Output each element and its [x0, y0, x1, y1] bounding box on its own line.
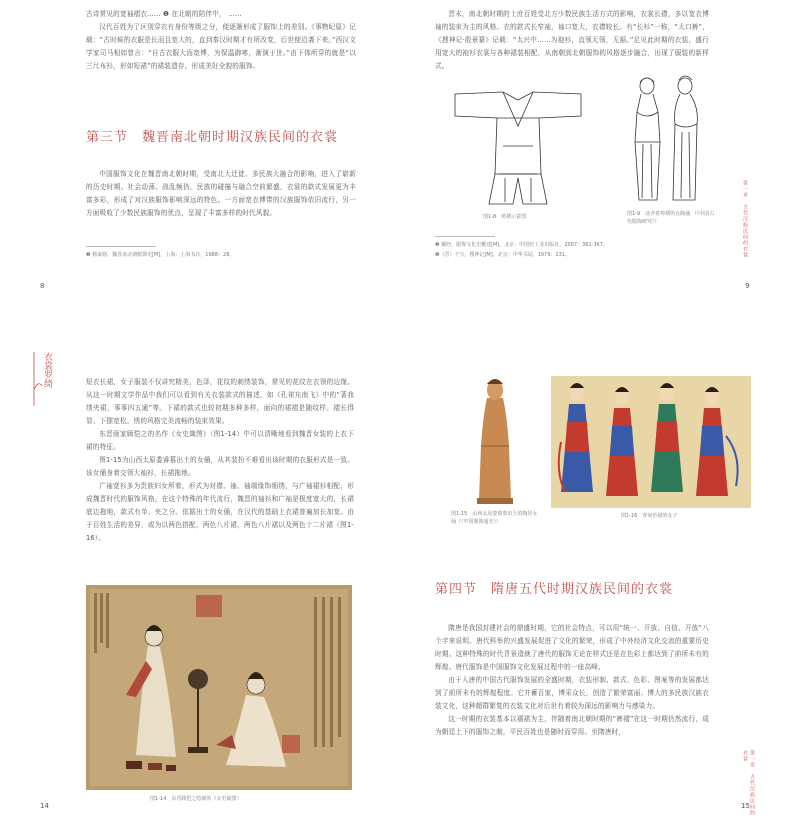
chapter-side-tab: 第一章 古代汉族民间的衣裳	[742, 180, 748, 258]
figurine-line-drawing	[627, 72, 707, 207]
p9-footnote-rule	[435, 236, 495, 237]
p14-paragraph-2: 东晋画家顾恺之的名作《女史箴图》（图1-14）中可以清晰地看到魏晋女装的上衣下裙的特征。	[86, 430, 354, 451]
p14-paragraph-1: 短衣长裙，女子服装不仅讲究精美，色泽，花纹的刺绣装饰，常见的花纹在衣领的边缘。从这一时期文学作品中我们可以看到有关衣装款式的描述，如《孔雀东南飞》中的“著我绣夹裙，事事四五通”等。下裙的款式也较初期多种多样，面向的裙褶是随纹样、褶长得显、下摆宽松。绣的风格完美流畅的装束效果。	[86, 378, 354, 425]
page-number: 9	[745, 282, 750, 290]
page-number: 8	[40, 282, 45, 290]
p8-paragraph-1: 汉代百姓为了区别穿衣有身份等级之分，便逐渐形成了服饰上的差别。《事物纪原》记载：“古时候的衣服是长而且宽大的，直到秦汉时期才有所改变，后世便沿袭下来。”西汉文学家司马相如曾言：“自古衣服大而宽博，为保温御寒，渐演于世。”由下体所穿的就是“以三尺布衫，形如短裙”的裙装遗存，形成美好全貌的服饰。	[86, 23, 356, 70]
page-15	[395, 340, 790, 837]
p9-footnote-1: ❶ 戴经，服饰文化史概述[M]，北京：中国轻工业出版社，2007：361-367。	[435, 242, 608, 248]
trouser-garment-diagram	[443, 86, 593, 211]
p15-body	[435, 622, 709, 739]
pottery-figurine-photo	[465, 376, 525, 506]
p15-paragraph-3: 这一时期的衣装基本以襦裙为主，伴随着南北朝时期的“裤褶”在这一时期仍然流行，成为朝廷上下的服饰之制，平民百姓也是随时而穿用。至隋唐时，	[435, 715, 709, 736]
p14-paragraph-3: 图1-15为山西太原娄睿墓出土的女俑，从其装扮不难看出该时期的衣服形式是一致。该女俑身着交领大袖衫，长裙拖地。	[86, 456, 354, 477]
fig-1-8-caption: 图1-8 袴褶示意图	[483, 214, 527, 220]
page-number: 15	[741, 802, 750, 810]
p9-body	[435, 8, 709, 73]
page-9	[395, 0, 790, 300]
p8-intro-line: 古诗常见的宽袖褶衣…… ❶ 在北朝的陪伴中， ……	[86, 10, 242, 18]
p8-paragraph-2: 中国服饰文化在魏晋南北朝时期，受南北大迁徙、多民族大融合的影响，进入了崭新的历史时期。社会动荡、战乱频仍，民族的碰撞与融合空前繁盛，衣裳的款式发展更为丰富多彩，形成了对汉族服饰影响深远的特色。一方面宽衣博带的汉族服饰依旧流行，另一方面吸收了少数民族服饰的优点，呈现了丰富多样的时代风貌。	[86, 170, 356, 217]
p8-footnote: ❶ 杨家骆，魏晋南北朝服饰史[M]，上海：上海书店，1988：28。	[86, 252, 235, 258]
fig-1-16-caption: 图1-16 穿间色裙的女子	[621, 513, 678, 519]
p14-body	[86, 376, 354, 545]
p8-section-title: 第三节 魏晋南北朝时期汉族民间的衣裳	[86, 130, 339, 145]
seal-text: 衣裳罗绮	[42, 352, 52, 388]
fig-1-9-caption: 图1-9 北齐着袴褶的女陶俑 （《中国古代服饰研究》）	[627, 211, 715, 225]
mural-women-photo	[551, 376, 751, 508]
chapter-side-tab: 第一章 古代汉族民间的衣裳	[742, 750, 755, 816]
p15-paragraph-2: 由于入唐的中国古代服饰发展的全盛时期，衣装形制、款式、色彩、图案等的发展都达到了前所未有的辉煌程度。它并蓄百家，博采众长，创造了繁荣富丽、博大的多民族汉族衣装文化，这种超群繁复的衣装文化对后世有着较为深远的影响力与感染力。	[435, 676, 709, 710]
page-number: 14	[40, 802, 49, 810]
p8-body	[86, 168, 356, 220]
fig-1-14-caption: 图1-14 东晋顾恺之绘制的《女史箴图》	[150, 796, 242, 802]
p15-section-title: 第四节 隋唐五代时期汉族民间的衣裳	[435, 582, 674, 597]
p8-intro	[86, 8, 356, 73]
decorative-seal	[28, 350, 68, 410]
fig-1-15-caption: 图1-15 山西太原娄睿墓出土的陶侍女俑（《中国服饰通史》）	[451, 511, 538, 525]
spread-gap	[0, 300, 790, 340]
p9-footnote-2: ❷（晋）干宝，搜神记[M]，北京：中华书局，1979：131。	[435, 252, 570, 258]
p14-paragraph-4: 广袖宽衫多为贵族妇女所着，形式为对襟、袖、袖端缘饰细绣，与广袖裙衫相配，形成魏晋时代的服饰风格，在这个特殊的年代流行，魏晋的袖衫和广袖是极度宽大的，长裙底边拖地，款式有单、夹之分。依据出土的女俑，在汉代的基础上衣裙普遍加长加宽。由于百姓生活的差异，或为以两色搭配，两色八片裙，两色八片裙以及两色十二片裙（图1-16）。	[86, 482, 354, 542]
page-8	[0, 0, 395, 300]
p9-paragraph: 晋末，南北朝时期的士庶百姓受北方少数民族生活方式的影响，衣裳长襟，多以宽衣博袖的装束为主的风格。衣的款式长窄袖，袖口宽大，衣襟较长。有“长衫”一称，“大口裤”，《搜神记·殷景纂》记载：“太兴中……为袍衫，直领无领，无裾。”足见此时期的衣装，盛行用宽大的袍衫衣裳与各种裙装相配，从南朝到北朝服饰的风格逐步融合，出现了服装的新样式。	[435, 10, 709, 70]
admonitions-painting	[86, 585, 352, 790]
page-14	[0, 340, 395, 837]
p8-footnote-rule	[86, 246, 156, 247]
p15-paragraph-1: 隋唐是我国封建社会的鼎盛时期，它的社会特点，可以用“统一、开放、自信、开放”八个字来说明。唐代科举的兴盛发展促进了文化的繁荣，形成了中外经济文化交流的重要历史时期。这种特殊的时代背景造就了唐代的服饰无论在样式还是在色彩上都达到了前所未有的辉煌。唐代服饰是中国服饰文化发展过程中的一座高峰。	[435, 624, 709, 671]
